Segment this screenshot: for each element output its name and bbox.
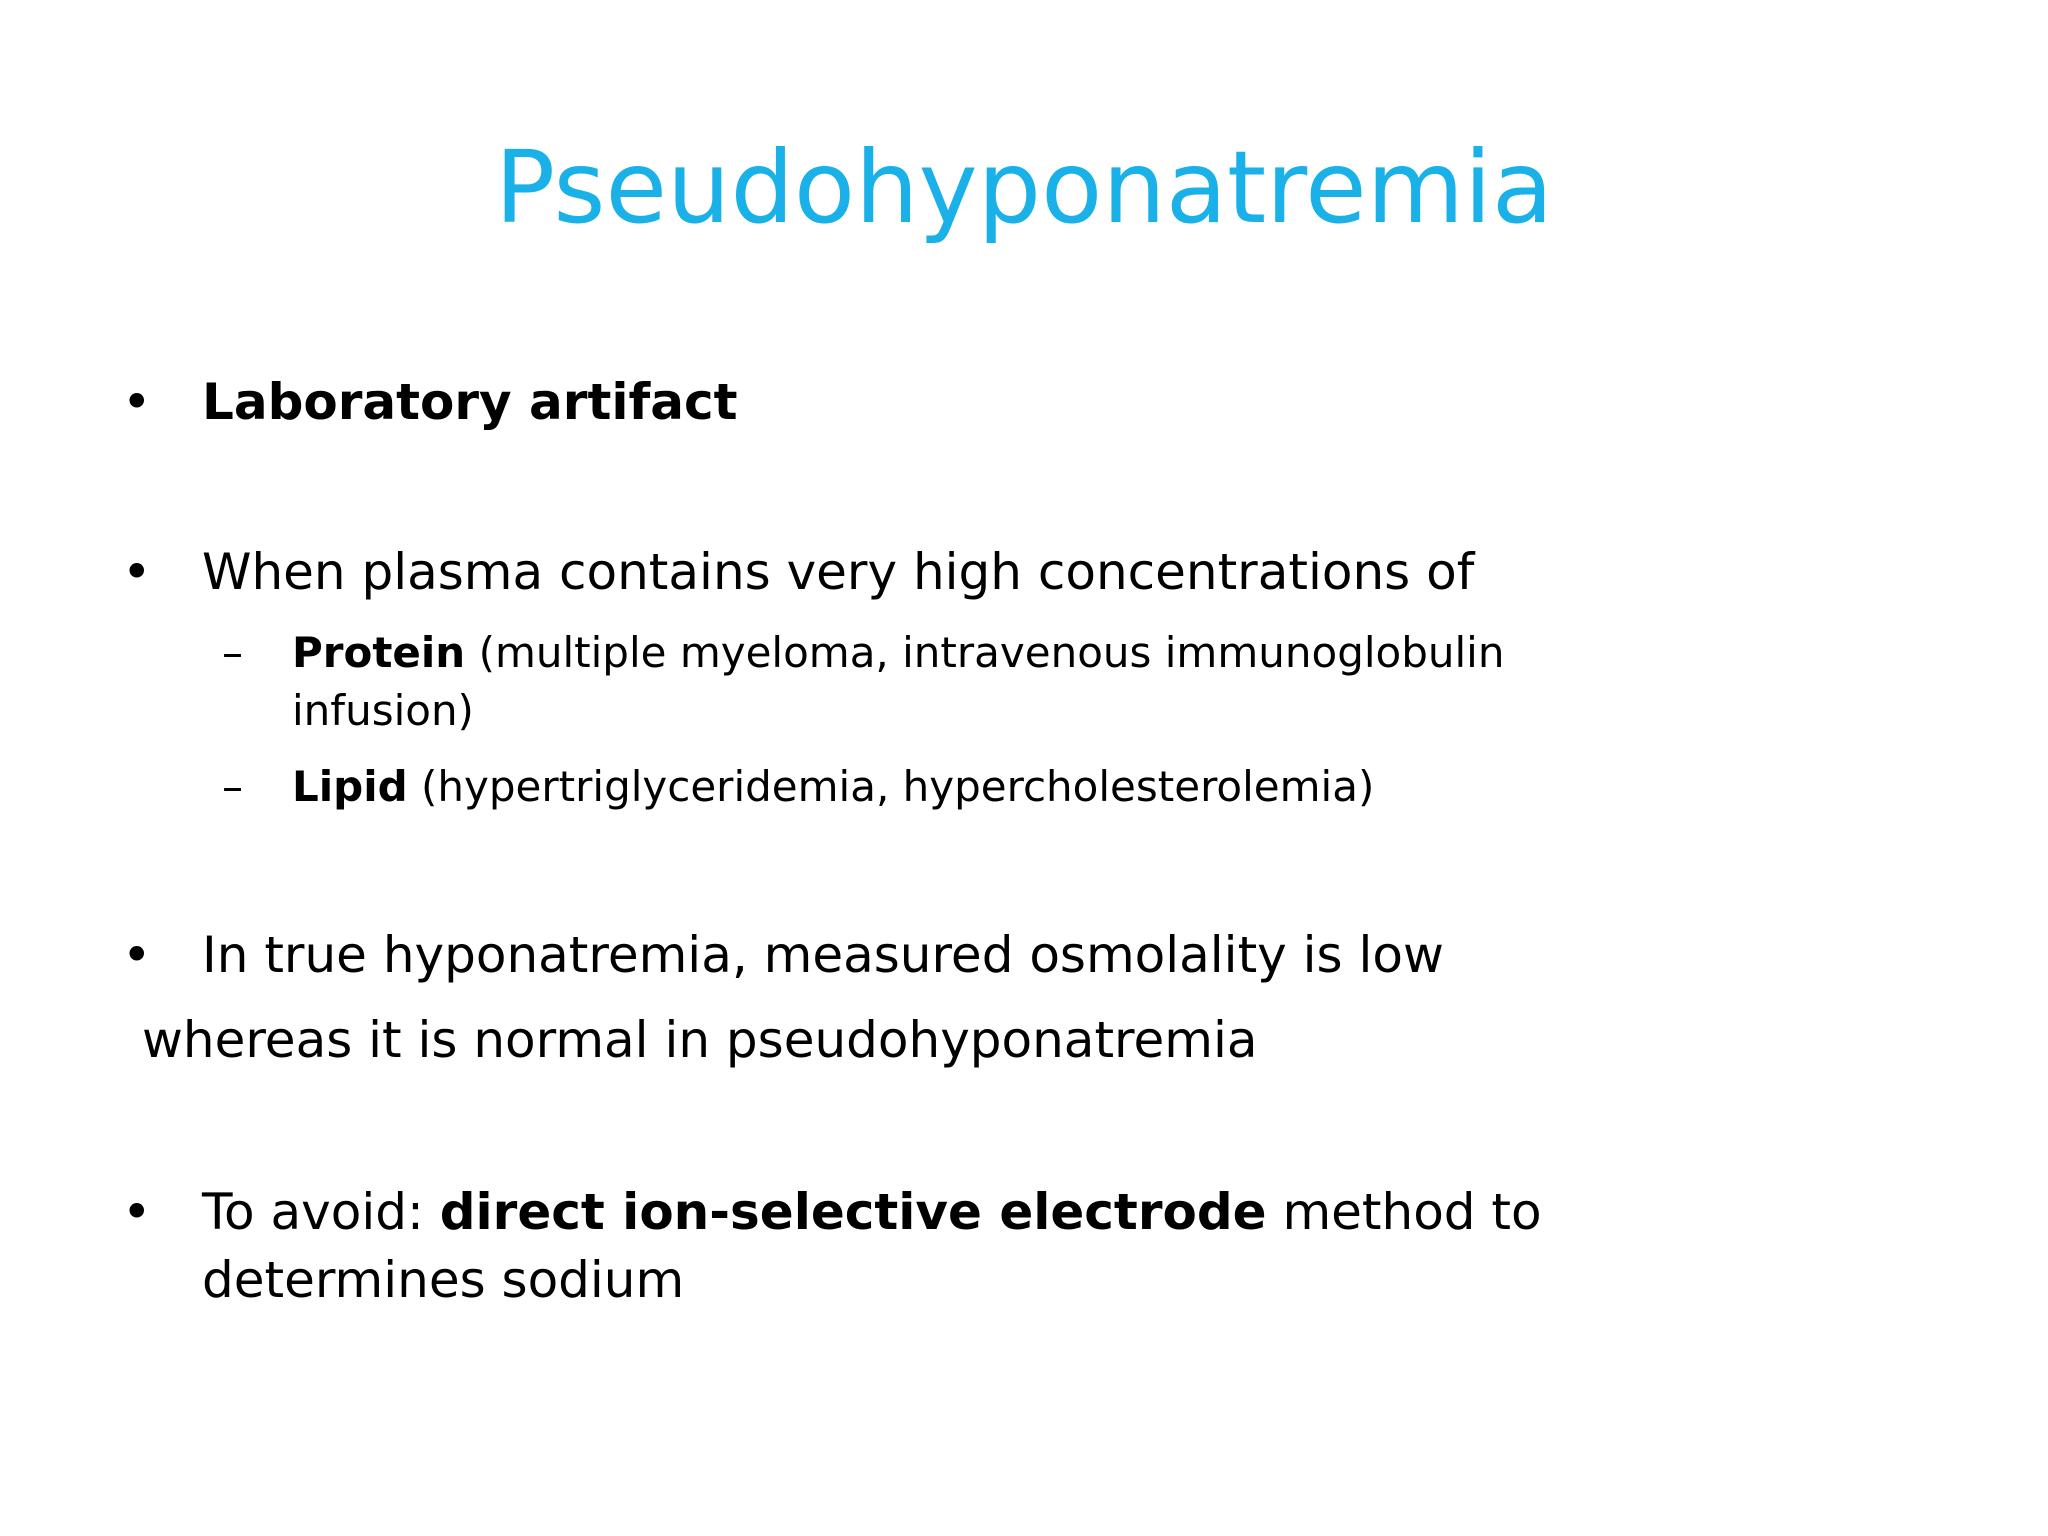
- bullet-text-continuation: whereas it is normal in pseudohyponatremia: [142, 1011, 1258, 1069]
- bullet-text-bold: Laboratory artifact: [202, 373, 738, 431]
- sub-bullet-text: (multiple myeloma, intravenous immunoglobulin: [465, 628, 1505, 677]
- sub-bullet-text: (hypertriglyceridemia, hypercholesterolemia): [407, 762, 1375, 811]
- bullet-dot: •: [122, 1183, 152, 1241]
- sub-bullet-continuation: infusion): [292, 686, 474, 735]
- bullet-prefix: To avoid:: [202, 1183, 440, 1241]
- bullet-suffix: method to: [1266, 1183, 1542, 1241]
- bullet-dot: •: [122, 926, 152, 984]
- sub-bullet-bold: Protein: [292, 628, 466, 677]
- bullet-text: In true hyponatremia, measured osmolality is low: [202, 926, 1444, 984]
- dash-symbol: –: [222, 628, 243, 677]
- dash-symbol: –: [222, 762, 243, 811]
- bullet-bold: direct ion-selective electrode: [439, 1183, 1267, 1241]
- bullet-true-hyponatremia-continuation: [142, 1010, 1258, 1070]
- bullet-dot: •: [122, 543, 152, 601]
- sub-bullet-bold: Lipid: [292, 762, 408, 811]
- bullet-continuation: determines sodium: [202, 1251, 685, 1309]
- bullet-dot: •: [122, 373, 152, 431]
- bullet-text: When plasma contains very high concentrations of: [202, 543, 1475, 601]
- slide-title: Pseudohyponatremia: [494, 129, 1554, 246]
